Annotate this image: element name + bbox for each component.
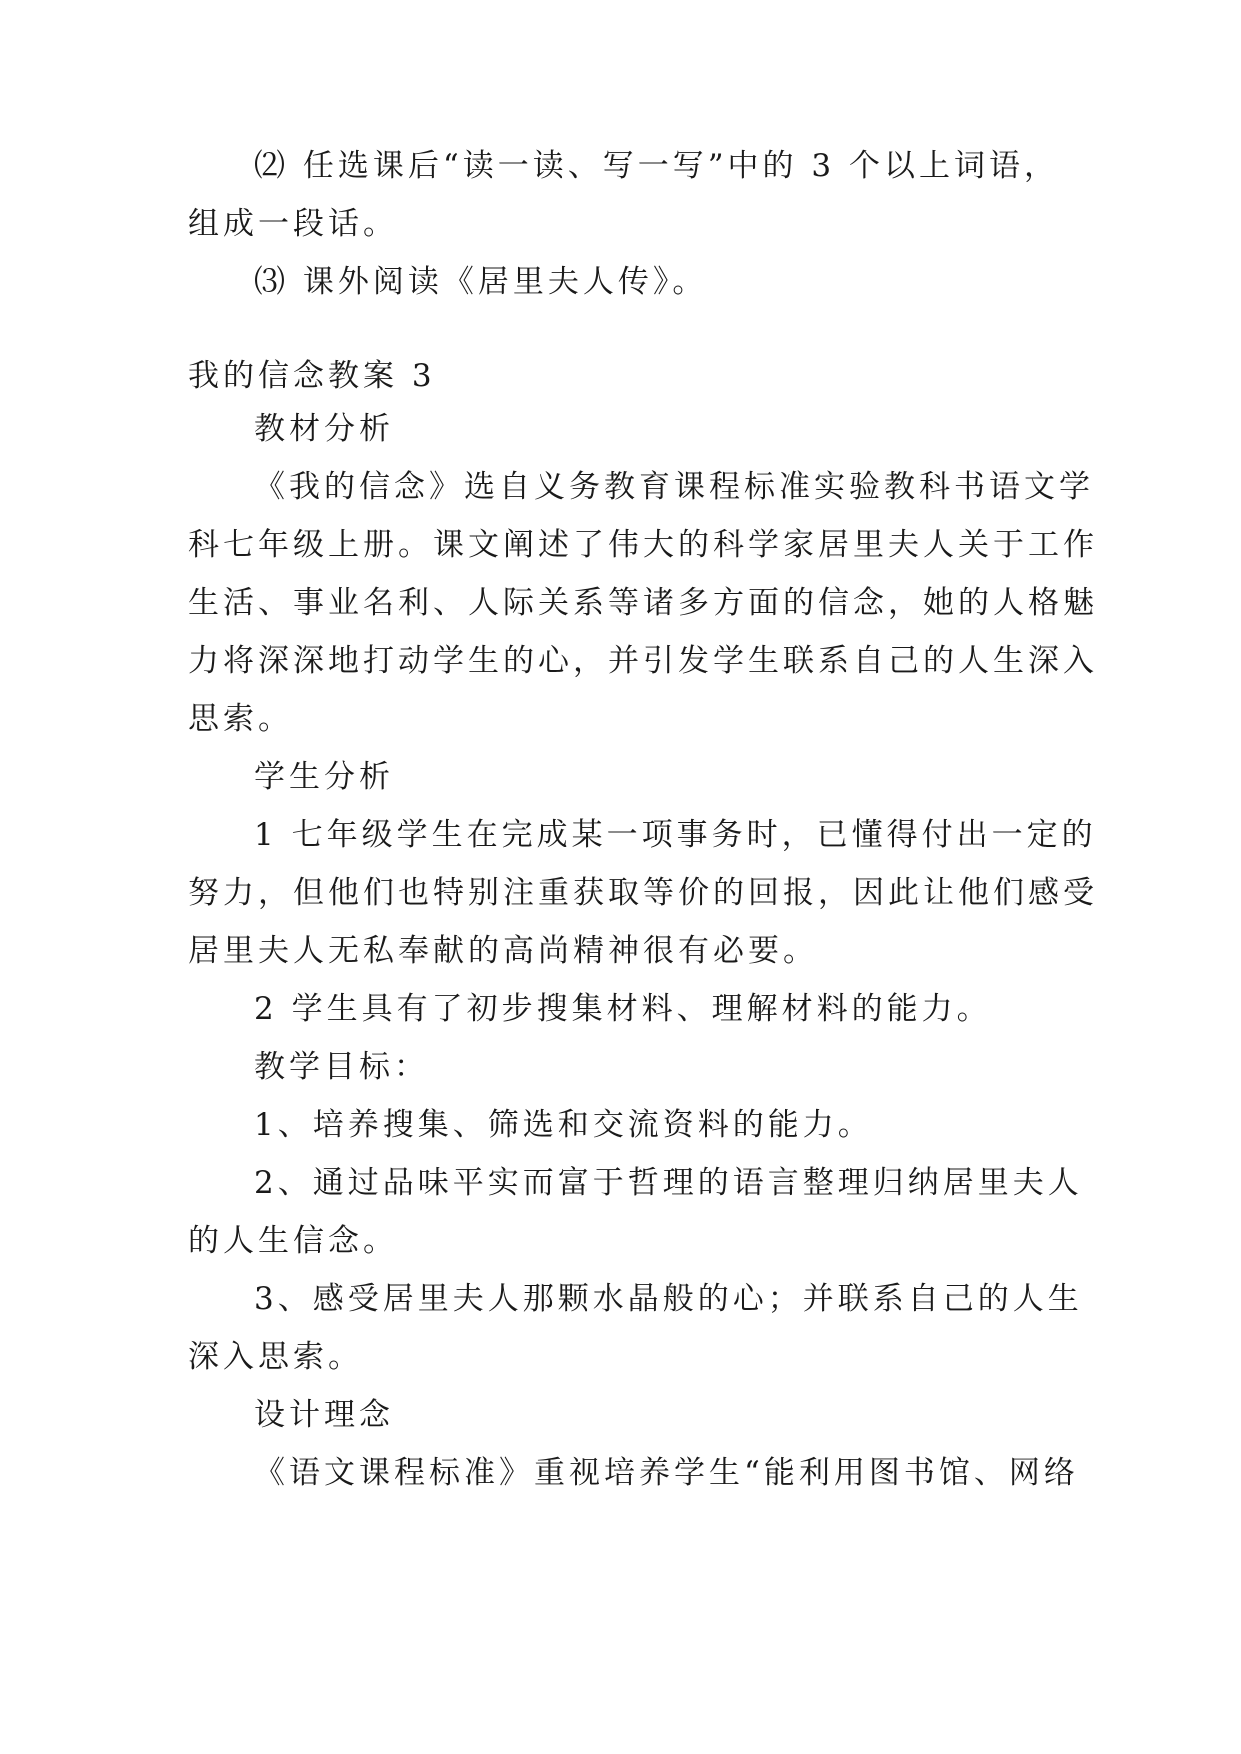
text-line: 居里夫人无私奉献的高尚精神很有必要。 bbox=[188, 933, 818, 969]
subheading: 设计理念 bbox=[254, 1397, 394, 1433]
text-line: ⑵ 任选课后“读一读、写一写”中的 3 个以上词语， bbox=[254, 148, 1059, 184]
subheading: 学生分析 bbox=[254, 759, 394, 795]
text-line: 力将深深地打动学生的心，并引发学生联系自己的人生深入 bbox=[188, 643, 1098, 679]
text-line: 《我的信念》选自义务教育课程标准实验教科书语文学 bbox=[254, 469, 1094, 505]
text-line: 努力，但他们也特别注重获取等价的回报，因此让他们感受 bbox=[188, 875, 1098, 911]
section-title: 我的信念教案 3 bbox=[188, 358, 436, 394]
subheading: 教学目标： bbox=[254, 1049, 429, 1085]
text-line: 1、培养搜集、筛选和交流资料的能力。 bbox=[254, 1107, 873, 1143]
text-line: 生活、事业名利、人际关系等诸多方面的信念，她的人格魅 bbox=[188, 585, 1098, 621]
text-line: 《语文课程标准》重视培养学生“能利用图书馆、网络 bbox=[254, 1455, 1079, 1491]
text-line: 组成一段话。 bbox=[188, 206, 398, 242]
text-line: 2、通过品味平实而富于哲理的语言整理归纳居里夫人 bbox=[254, 1165, 1083, 1201]
text-line: 2 学生具有了初步搜集材料、理解材料的能力。 bbox=[254, 991, 992, 1027]
text-line: 科七年级上册。课文阐述了伟大的科学家居里夫人关于工作 bbox=[188, 527, 1098, 563]
main-body bbox=[188, 400, 1098, 1502]
text-line: 1 七年级学生在完成某一项事务时，已懂得付出一定的 bbox=[254, 817, 1097, 853]
text-line: 思索。 bbox=[188, 701, 293, 737]
text-line: 深入思索。 bbox=[188, 1339, 363, 1375]
top-paragraph bbox=[188, 137, 1059, 311]
subheading: 教材分析 bbox=[254, 411, 394, 447]
text-line: 的人生信念。 bbox=[188, 1223, 398, 1259]
text-line: ⑶ 课外阅读《居里夫人传》。 bbox=[254, 264, 708, 300]
text-line: 3、感受居里夫人那颗水晶般的心；并联系自己的人生 bbox=[254, 1281, 1083, 1317]
